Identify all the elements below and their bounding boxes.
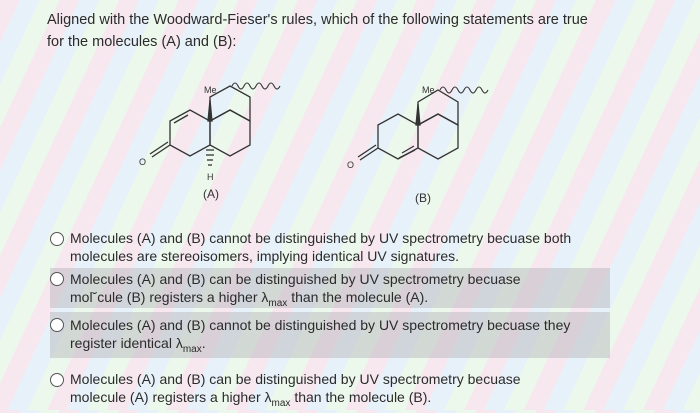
option-3-line2-pre: register identical λ xyxy=(70,335,183,351)
molecule-a-label: (A) xyxy=(203,187,219,201)
option-3-lambda-sub: max xyxy=(182,343,202,355)
option-3-line1: Molecules (A) and (B) cannot be distinguished by UV spectrometry becuase they xyxy=(70,317,571,333)
molecule-b xyxy=(358,87,488,160)
option-4-radio[interactable] xyxy=(50,373,64,387)
option-2-line1: Molecules (A) and (B) can be distinguished by UV spectrometry becuase xyxy=(70,271,521,287)
option-1-radio[interactable] xyxy=(50,232,64,246)
option-2-lambda-sub: max xyxy=(268,297,288,309)
option-2-line2-post: than the molecule (A). xyxy=(287,289,429,305)
option-4-line1: Molecules (A) and (B) can be distinguished by UV spectrometry becuase xyxy=(70,371,521,387)
molecule-b-label: (B) xyxy=(415,191,431,205)
option-4-line2-post: than the molecule (B). xyxy=(290,389,432,405)
molecule-b-me: Me xyxy=(422,85,435,95)
option-2-line2-pre: mol˘cule (B) registers a higher λ xyxy=(70,289,269,305)
option-1-line2: molecules are stereoisomers, implying identical UV signatures. xyxy=(70,248,460,264)
question-text: Aligned with the Woodward-Fieser's rules, which of the following statements are true for the molecules (A) and (B): xyxy=(47,12,588,50)
molecule-a-h: H xyxy=(207,172,214,182)
option-3[interactable] xyxy=(50,312,610,358)
molecule-a xyxy=(150,83,280,165)
option-3-radio[interactable] xyxy=(50,318,64,332)
molecule-a-me: Me xyxy=(204,85,217,95)
option-4-lambda-sub: max xyxy=(271,397,291,409)
option-2-radio[interactable] xyxy=(50,272,64,286)
molecule-b-o: O xyxy=(347,160,355,170)
option-3-line2-post: . xyxy=(201,335,206,351)
option-1-line1: Molecules (A) and (B) cannot be distinguished by UV spectrometry becuase both xyxy=(70,230,572,246)
molecule-a-o: O xyxy=(139,157,147,167)
option-4-line2-pre: molecule (A) registers a higher λ xyxy=(70,389,272,405)
option-2[interactable] xyxy=(50,268,610,308)
